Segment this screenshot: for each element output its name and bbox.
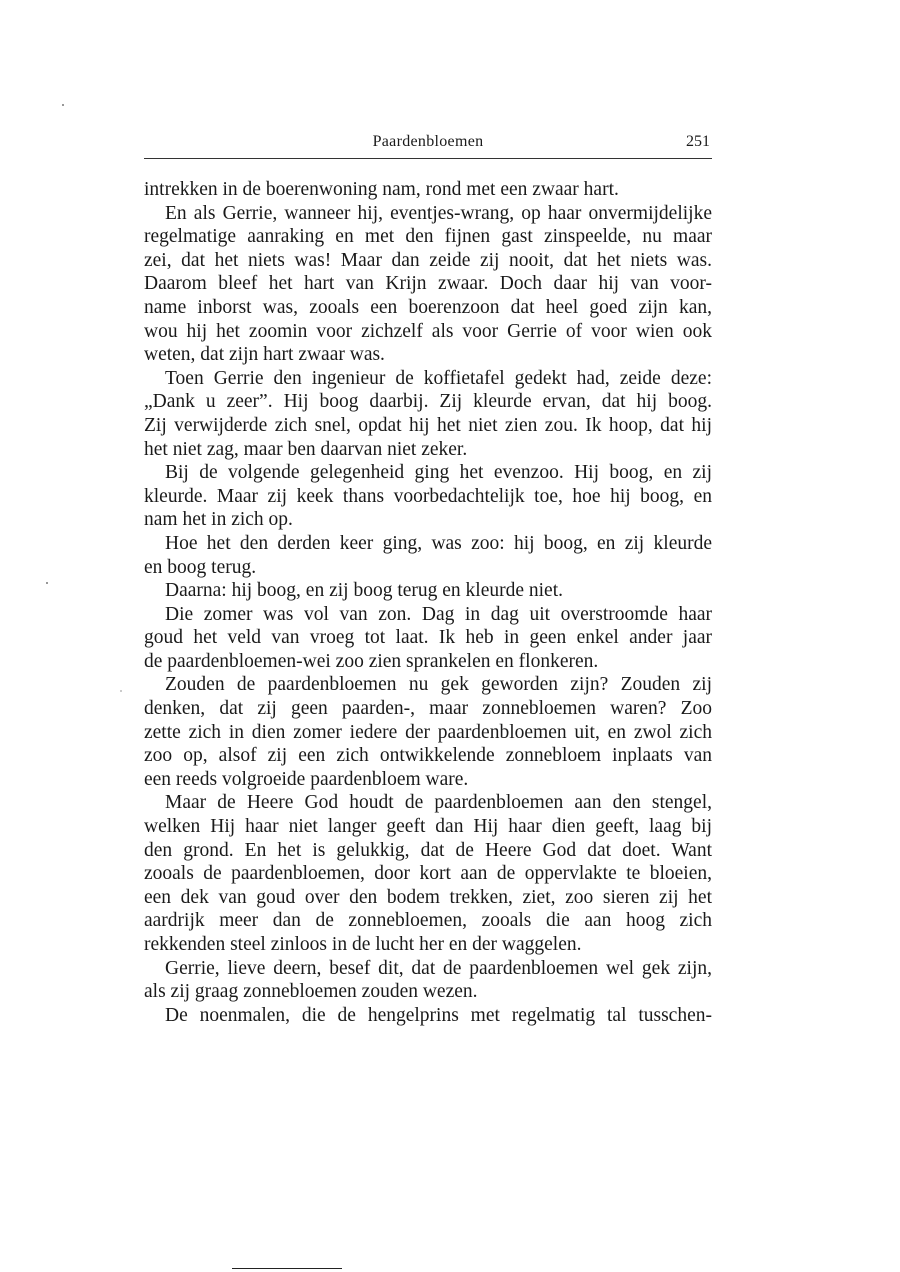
paragraph: [144, 957, 712, 1004]
body-text: [144, 178, 712, 1027]
text-line: Toen Gerrie den ingenieur de koffietafel gedekt had, zeide deze:: [165, 367, 712, 389]
text-line: den grond. En het is gelukkig, dat de Heere God dat doet. Want: [144, 839, 712, 861]
text-line: goud het veld van vroeg tot laat. Ik heb in geen enkel ander jaar: [144, 627, 712, 649]
text-line: de paardenbloemen-wei zoo zien sprankelen en flonkeren.: [144, 650, 599, 672]
margin-speck: [62, 104, 64, 106]
text-line: aardrijk meer dan de zonnebloemen, zooals die aan hoog zich: [144, 910, 712, 932]
text-line: het niet zag, maar ben daarvan niet zeker.: [144, 438, 468, 460]
text-line: kleurde. Maar zij keek thans voorbedachtelijk toe, hoe hij boog, en: [144, 485, 712, 507]
text-line: Zij verwijderde zich snel, opdat hij het niet zien zou. Ik hoop, dat hij: [144, 414, 712, 436]
paragraph: [144, 791, 712, 956]
margin-speck: [46, 582, 48, 584]
text-line: Bij de volgende gelegenheid ging het evenzoo. Hij boog, en zij: [165, 462, 712, 484]
text-line: Zouden de paardenbloemen nu gek geworden zijn? Zouden zij: [165, 674, 712, 696]
text-line: zooals de paardenbloemen, door kort aan de oppervlakte te bloeien,: [144, 863, 712, 885]
text-line: en boog terug.: [144, 556, 257, 578]
paragraph: [144, 202, 712, 367]
paragraph: [144, 1004, 712, 1028]
text-line: Daarna: hij boog, en zij boog terug en kleurde niet.: [165, 580, 563, 602]
paragraph: [144, 532, 712, 579]
text-line: Hoe het den derden keer ging, was zoo: hij boog, en zij kleurde: [165, 532, 712, 554]
page-number: 251: [686, 133, 710, 150]
running-title: Paardenbloemen: [372, 133, 484, 150]
text-line: intrekken in de boerenwoning nam, rond met een zwaar hart.: [144, 179, 619, 200]
text-line: Gerrie, lieve deern, besef dit, dat de paardenbloemen wel gek zijn,: [165, 957, 712, 979]
text-line: weten, dat zijn hart zwaar was.: [144, 344, 385, 366]
paragraph: [144, 579, 712, 603]
text-line: name inborst was, zooals een boerenzoon dat heel goed zijn kan,: [144, 296, 712, 318]
text-line: denken, dat zij geen paarden-, maar zonnebloemen waren? Zoo: [144, 698, 712, 720]
paragraph: [144, 673, 712, 791]
margin-speck: [120, 690, 122, 692]
text-line: En als Gerrie, wanneer hij, eventjes-wrang, op haar onvermijdelijke: [165, 202, 712, 224]
text-line: De noenmalen, die de hengelprins met regelmatig tal tusschen-: [165, 1004, 712, 1026]
text-line: een reeds volgroeide paardenbloem ware.: [144, 768, 469, 790]
footer-rule: [232, 1268, 342, 1269]
text-line: „Dank u zeer”. Hij boog daarbij. Zij kleurde ervan, dat hij boog.: [144, 391, 712, 413]
page-header: [144, 130, 712, 159]
text-line: Maar de Heere God houdt de paardenbloemen aan den stengel,: [165, 792, 712, 814]
text-line: nam het in zich op.: [144, 509, 293, 531]
text-line: zei, dat het niets was! Maar dan zeide zij nooit, dat het niets was.: [144, 249, 712, 271]
text-line: als zij graag zonnebloemen zouden wezen.: [144, 981, 478, 1003]
text-line: wou hij het zoomin voor zichzelf als voor Gerrie of voor wien ook: [144, 320, 712, 342]
text-line: een dek van goud over den bodem trekken, ziet, zoo sieren zij het: [144, 886, 712, 908]
text-line: welken Hij haar niet langer geeft dan Hij haar dien geeft, laag bij: [144, 816, 712, 838]
text-line: zette zich in dien zomer iedere der paardenbloemen uit, en zwol zich: [144, 721, 712, 743]
text-line: zoo op, alsof zij een zich ontwikkelende zonnebloem inplaats van: [144, 745, 712, 767]
text-line: Daarom bleef het hart van Krijn zwaar. Doch daar hij van voor-: [144, 273, 712, 295]
text-line: regelmatige aanraking en met den fijnen gast zinspeelde, nu maar: [144, 226, 712, 248]
paragraph: [144, 461, 712, 532]
paragraph: [144, 367, 712, 461]
text-line: Die zomer was vol van zon. Dag in dag uit overstroomde haar: [165, 603, 712, 625]
text-line: rekkenden steel zinloos in de lucht her en der waggelen.: [144, 934, 582, 955]
paragraph: [144, 603, 712, 674]
paragraph: [144, 178, 712, 202]
